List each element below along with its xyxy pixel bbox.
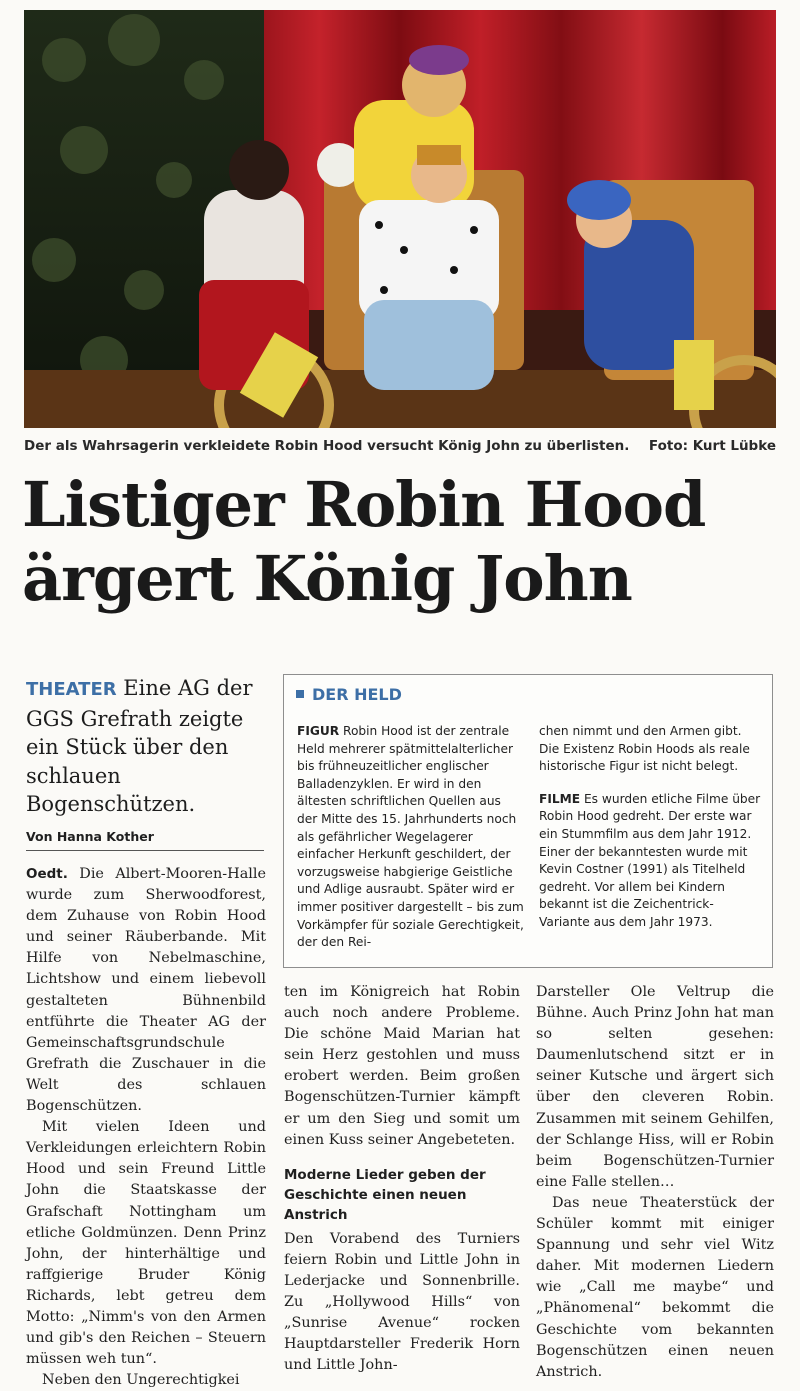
info-figur-continued	[539, 723, 763, 776]
teaser	[26, 674, 276, 819]
paragraph-4-part: Den Vorabend des Turniers feiern Robin und Little John in Lederjacke und Sonnenbrille. Zu „Hollywood Hills“ von „Sunrise Avenue“ rocken Hauptdarsteller Frederik Horn und Little John-	[284, 1230, 520, 1374]
article-column-1	[26, 864, 266, 1391]
info-figur-text-part: Robin Hood ist der zentrale Held mehrerer spätmittelalterlicher bis frühneuzeitlicher englischer Balladenzyklen. Er wird in den ältesten schriftlichen Quellen aus der Mitte des 15. Jahrhunderts noch als gefährlicher Wegelagerer einfacher Herkunft geschildert, der vorzugsweise habgierige Geistliche und Adlige ausraubt. Später wird er immer positiver dargestellt – bis zum Vorkämpfer für soziale Gerechtigkeit, der den Rei-	[297, 724, 524, 950]
paragraph-4-start	[284, 1229, 520, 1377]
paragraph-3-part: Neben den Ungerechtigkei	[42, 1372, 240, 1389]
paragraph-5: Das neue Theaterstück der Schüler kommt mit einiger Spannung und sehr viel Witz daher. Mit modernen Liedern wie „Call me maybe“ und „Phänomenal“ bekommt die Geschichte vom bekannten Bogenschützen einen neuen Anstrich.	[536, 1194, 774, 1380]
photo-credit: Foto: Kurt Lübke	[648, 438, 776, 454]
headline-line-1: Listiger Robin Hood	[22, 468, 706, 541]
paragraph-3-end	[284, 982, 520, 1151]
info-filme-label: FILME	[539, 791, 581, 806]
info-box-column-2	[539, 723, 763, 947]
paragraph-2: Mit vielen Ideen und Verkleidungen erleichtern Robin Hood und sein Freund Little John die Staatskasse der Grafschaft Nottingham um etliche Goldmünzen. Denn Prinz John, der hinterhältige und raffgierige Bruder König Richards, lebt getreu dem Motto: „Nimm's von den Armen und gib's den Reichen – Steuern müssen weh tun“.	[26, 1119, 266, 1368]
byline: Von Hanna Kother	[26, 829, 264, 851]
paragraph-1-text: Die Albert-Mooren-Halle wurde zum Sherwoodforest, dem Zuhause von Robin Hood und seiner Räuberbande. Mit Hilfe von Nebelmaschine, Lichtshow und einem liebevoll gestalteten Bühnenbild entführte die Theater AG der Gemeinschaftsgrundschule Grefrath die Zuschauer in die Welt des schlauen Bogenschützen.	[26, 866, 267, 1115]
paragraph-4-end	[536, 982, 774, 1193]
stage-photo-icon	[24, 10, 776, 428]
teaser-text: Eine AG der GGS Grefrath zeigte ein Stück über den schlauen Bogenschützen.	[26, 676, 253, 816]
caption-text: Der als Wahrsagerin verkleidete Robin Hood versucht König John zu überlisten.	[24, 438, 630, 454]
headline-line-2: ärgert König John	[22, 542, 632, 615]
square-bullet-icon	[296, 690, 304, 698]
paragraph-3-part: ten im Königreich hat Robin auch noch andere Probleme. Die schöne Maid Marian hat sein Herz gestohlen und muss erobert werden. Beim großen Bogenschützen-Turnier kämpft er um den Sieg und somit um einen Kuss seiner Angebeteten.	[284, 984, 520, 1148]
teaser-kicker: THEATER	[26, 679, 117, 700]
article-photo	[24, 10, 776, 428]
lead-place: Oedt.	[26, 866, 68, 882]
paragraph-3-start	[26, 1370, 266, 1391]
info-figur-label: FIGUR	[297, 724, 340, 738]
info-box-title-text: DER HELD	[312, 685, 402, 704]
paragraph-4-part: Darsteller Ole Veltrup die Bühne. Auch Prinz John hat man so selten gesehen: Daumenlutschend sitzt er in seiner Kutsche und ärgert sich über den cleveren Robin. Zusammen mit seinem Gehilfen, der Schlange Hiss, will er Robin beim Bogenschützen-Turnier eine Falle stellen…	[536, 984, 774, 1190]
info-box	[283, 674, 773, 968]
photo-caption	[24, 436, 776, 458]
article-column-2	[284, 982, 520, 1376]
article-column-3	[536, 982, 774, 1383]
headline	[22, 468, 782, 616]
paragraph-1	[26, 864, 266, 1117]
info-filme	[539, 791, 763, 932]
subheading: Moderne Lieder geben der Geschichte einen neuen Anstrich	[284, 1166, 486, 1223]
info-box-title	[296, 685, 402, 704]
info-box-column-1	[297, 723, 525, 967]
info-filme-text: Es wurden etliche Filme über Robin Hood gedreht. Der erste war ein Stummfilm aus dem Jahr 1912. Einer der bekanntesten wurde mit Kevin Costner (1991) als Titelheld gedreht. Vor allem bei Kindern bekannt ist die Zeichentrick-Variante aus dem Jahr 1973.	[539, 791, 761, 929]
info-figur-text-part: chen nimmt und den Armen gibt. Die Existenz Robin Hoods als reale historische Figur ist nicht belegt.	[539, 724, 750, 774]
info-figur	[297, 723, 525, 952]
